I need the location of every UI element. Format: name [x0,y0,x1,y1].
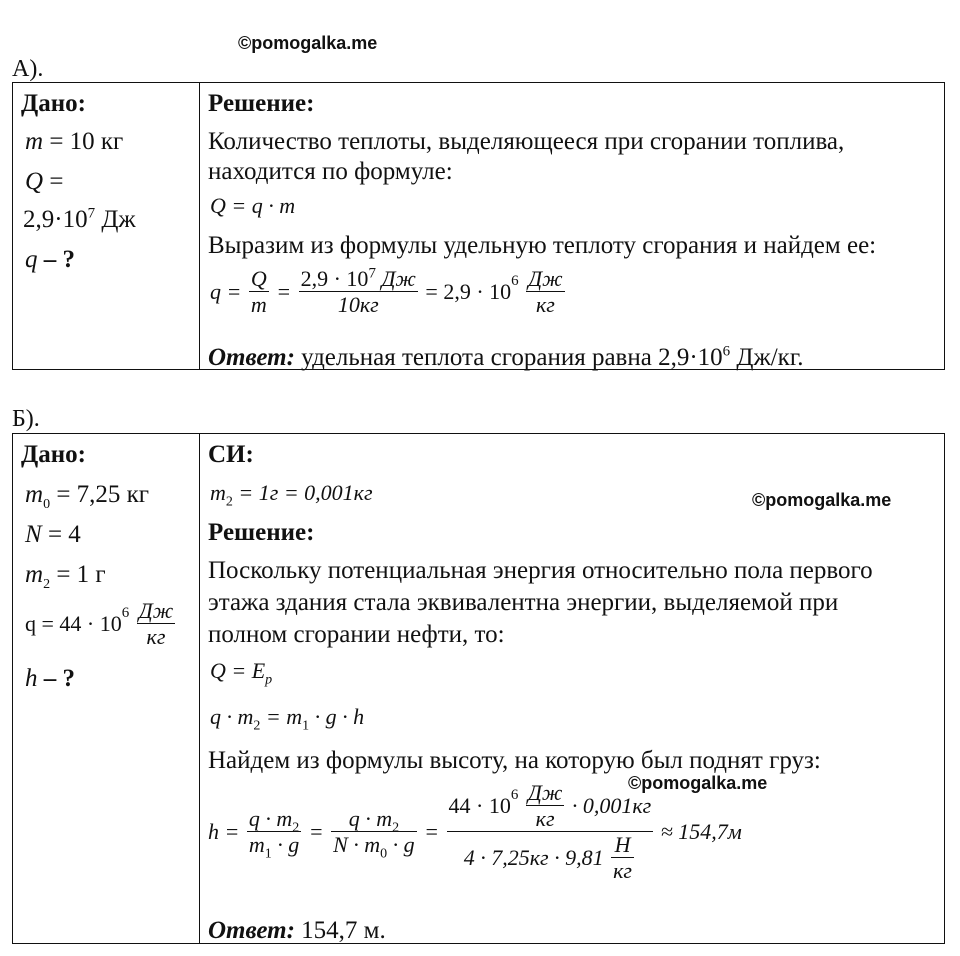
formula-specific-heat: q = $\frac{Q}{m}$ = $\frac{2,9 \cdot 10^7 Дж}{10кг}$ = $2,9 \cdot 10^6$ $\frac{Дж}{кг}$ [210,265,563,317]
answer-a: Ответ: удельная теплота сгорания равна $2,9\cdot 10^6$ Дж/кг. [208,343,804,371]
solution-text-1: Количество теплоты, выделяющееся при сгорании топлива, [208,128,845,155]
solution-header: Решение: [208,90,315,117]
si-conversion: $m_2 = 1г = 0,001кг$ [210,480,373,510]
watermark-bottom: ©pomogalka.me [628,773,768,793]
part-b-given-cell [13,434,200,944]
solution-text-3: полном сгорании нефти, то: [208,621,505,648]
given-heat-value: $2,9\cdot 10^7$ Дж [23,205,136,233]
formula-height: h = $\frac{q \cdot m_2}{m_1 \cdot g}$ = $\frac{q \cdot m_2}{N \cdot m_0 \cdot g}$ = $44 \cdot 10^6$ $\frac{Дж}{кг}$ · 0,001кг 4 · 7,25кг · 9,81 $\frac{Н}{кг}$ ≈ 154,7м [208,780,742,883]
si-header: СИ: [208,441,254,468]
given-m2: $m_2 = 1$ г [25,561,106,592]
watermark-top: ©pomogalka.me [238,33,378,53]
part-a-given-cell [13,83,200,370]
solution-text-4: Найдем из формулы высоту, на которую был поднят груз: [208,747,821,774]
solution-text-2: находится по формуле: [208,158,453,185]
part-a-solution-cell [200,83,945,370]
given-heat: Q = [25,168,64,195]
watermark-middle: ©pomogalka.me [752,490,892,510]
solution-header: Решение: [208,519,315,546]
formula-q-qm: Q = q · m [210,193,296,218]
solution-text-1: Поскольку потенциальная энергия относительно пола первого [208,557,873,584]
given-mass: m = 10 кг [25,128,124,155]
given-header: Дано: [21,90,86,117]
given-find: q – ? [25,246,75,273]
formula-q-ep: $Q = E_p$ [210,658,273,688]
part-b-label: Б). [12,406,40,432]
given-n: N = 4 [25,521,81,548]
formula-energy-balance: $q \cdot m_2 = m_1 \cdot g \cdot h$ [210,704,365,734]
given-q: $q = 44 \cdot 10^6$ $\frac{Дж}{кг}$ [25,598,174,649]
solution-text-2: этажа здания стала эквивалентна энергии, выделяемой при [208,589,839,616]
part-a-label: А). [12,56,44,82]
answer-b: Ответ: 154,7 м. [208,917,386,944]
part-b-table [12,433,945,944]
part-b-solution-cell [200,434,945,944]
part-a-table [12,82,945,370]
solution-text-3: Выразим из формулы удельную теплоту сгорания и найдем ее: [208,232,877,259]
given-m0: $m_0 = 7,25$ кг [25,481,150,512]
given-find: h – ? [25,665,75,692]
given-header: Дано: [21,441,86,468]
